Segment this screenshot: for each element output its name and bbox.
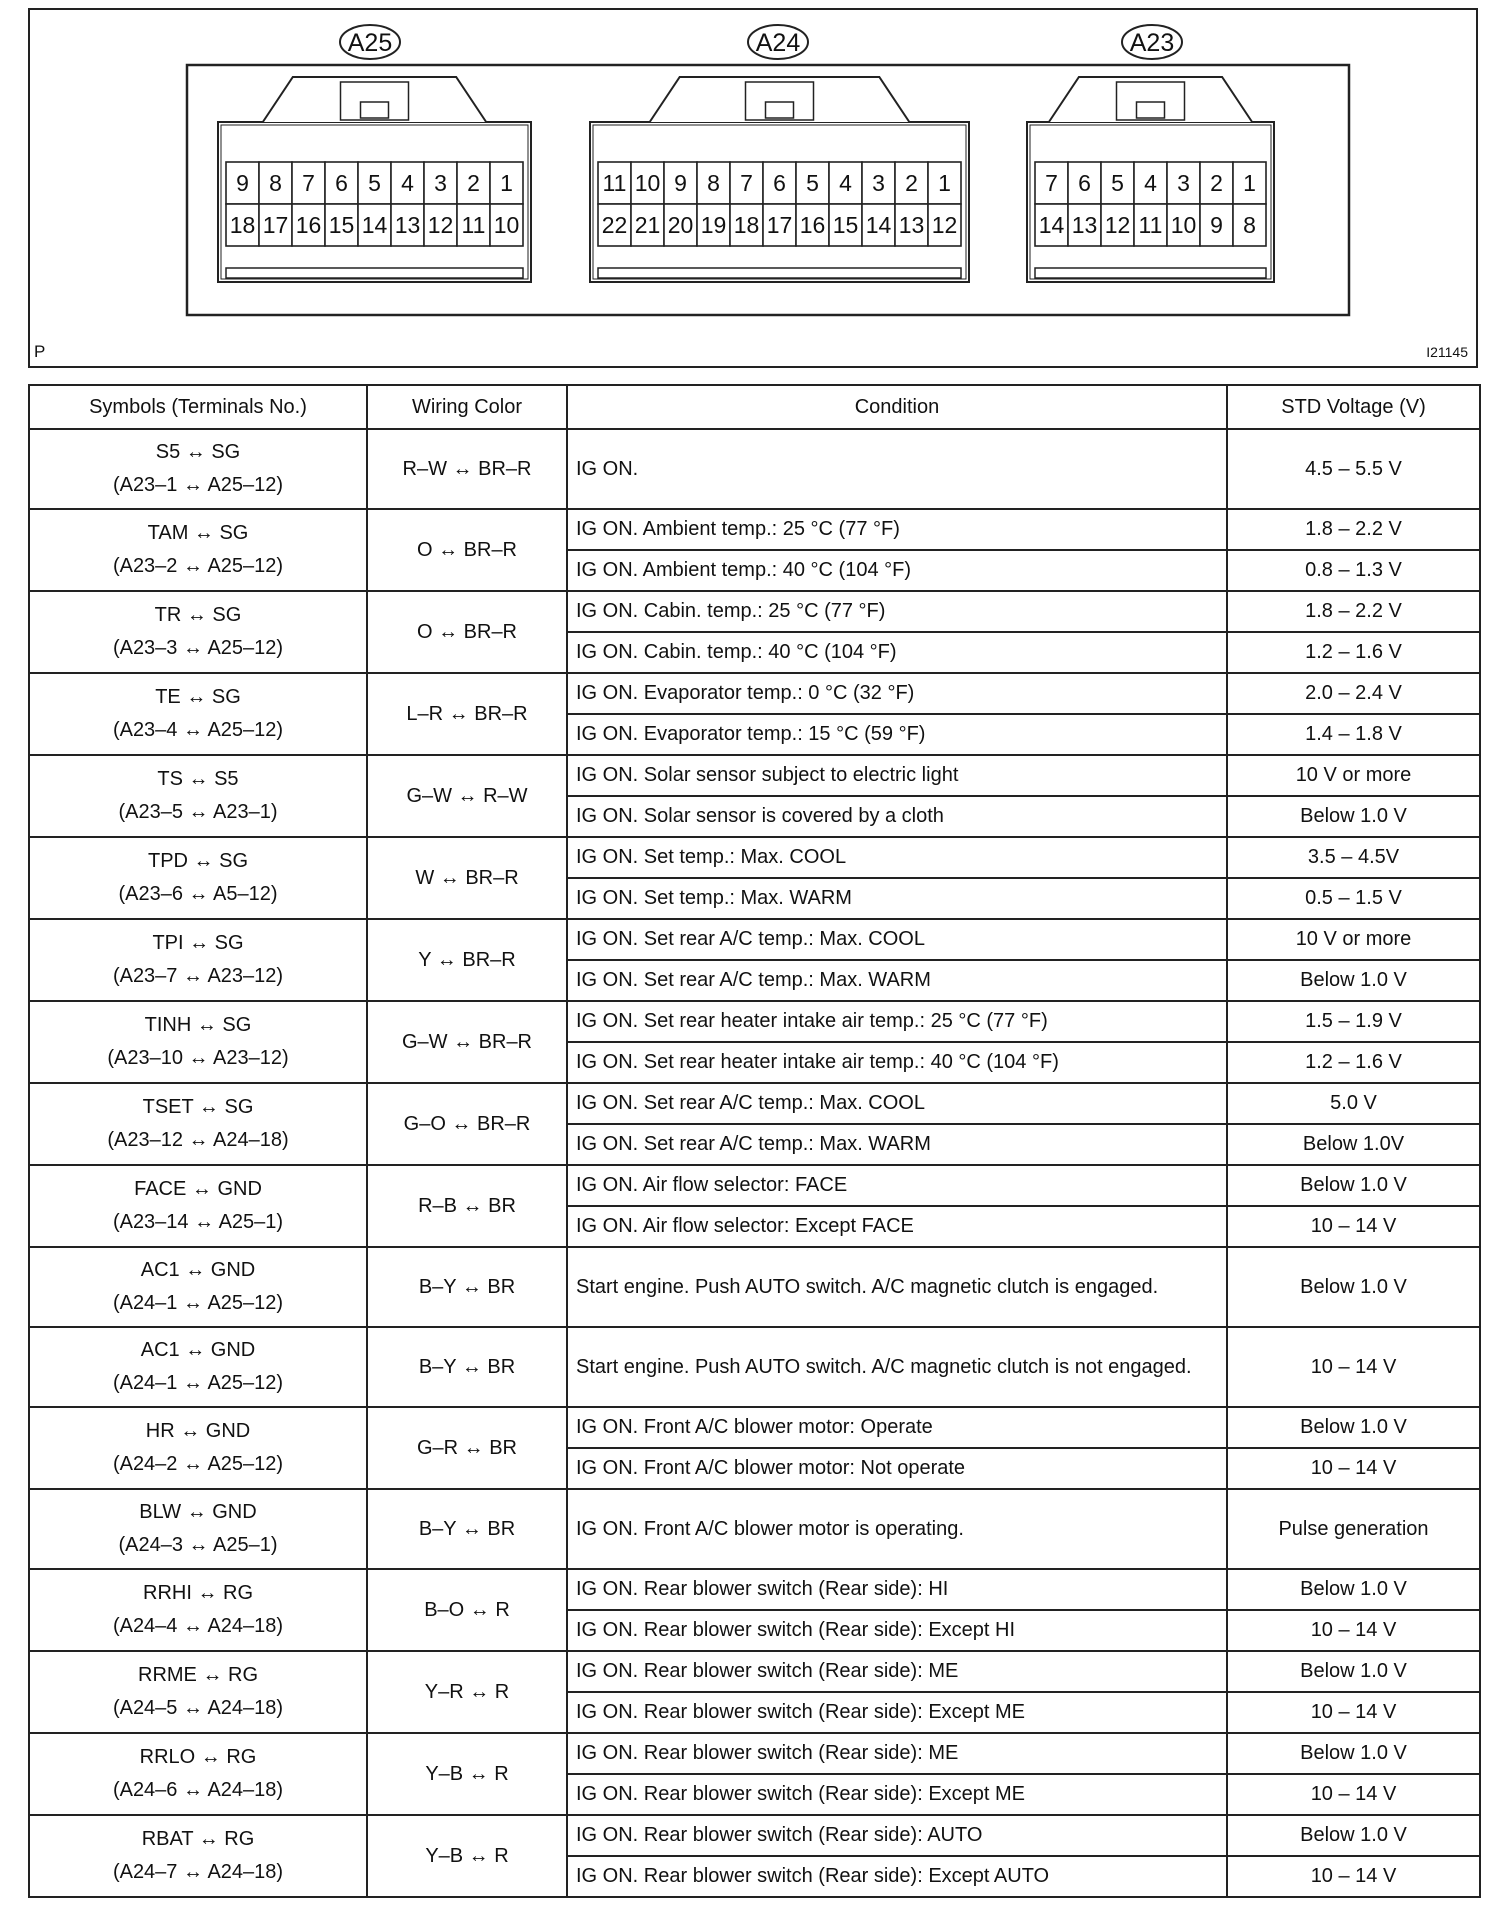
pin-number: 13 (1071, 212, 1098, 238)
connector-label: A25 (347, 29, 393, 57)
pin-number: 21 (634, 212, 661, 238)
pin-number: 7 (740, 170, 753, 196)
terminal-numbers: (A23–14 ↔ A25–1) (112, 1211, 284, 1233)
symbol-cell (29, 755, 367, 837)
wiring-color-cell: Y ↔ BR–R (367, 919, 567, 1001)
pin-number: 7 (302, 170, 315, 196)
std-voltage-cell: 10 – 14 V (1227, 1774, 1480, 1815)
condition-cell: IG ON. Rear blower switch (Rear side): AUTO (567, 1815, 1227, 1856)
symbol-name: S5 ↔ SG (155, 441, 241, 463)
pin-number: 22 (601, 212, 628, 238)
pin-number: 14 (1038, 212, 1065, 238)
pin-number: 4 (1144, 170, 1157, 196)
condition-cell: IG ON. Ambient temp.: 25 °C (77 °F) (567, 509, 1227, 550)
terminal-numbers: (A24–1 ↔ A25–12) (112, 1372, 284, 1394)
std-voltage-cell: 10 – 14 V (1227, 1692, 1480, 1733)
std-voltage-cell: 1.8 – 2.2 V (1227, 509, 1480, 550)
terminal-numbers: (A23–4 ↔ A25–12) (112, 719, 284, 741)
pin-number: 10 (493, 212, 520, 238)
pin-number: 12 (931, 212, 958, 238)
pin-number: 10 (1170, 212, 1197, 238)
std-voltage-cell: Below 1.0 V (1227, 960, 1480, 1001)
symbol-name: RRHI ↔ RG (143, 1582, 253, 1604)
pin-number: 10 (634, 170, 661, 196)
wiring-color-cell: W ↔ BR–R (367, 837, 567, 919)
symbol-cell (29, 1489, 367, 1569)
pin-number: 14 (865, 212, 892, 238)
wiring-color-cell: B–Y ↔ BR (367, 1327, 567, 1407)
terminal-numbers: (A23–1 ↔ A25–12) (112, 474, 284, 496)
connector-label: A23 (1129, 29, 1175, 57)
connector-label: A24 (755, 29, 801, 57)
connector-base-strip (226, 268, 523, 278)
std-voltage-cell: 10 – 14 V (1227, 1610, 1480, 1651)
pin-number: 11 (461, 212, 486, 238)
symbol-name: TS ↔ S5 (157, 768, 239, 790)
std-voltage-cell: 4.5 – 5.5 V (1227, 429, 1480, 509)
symbol-cell (29, 509, 367, 591)
pin-number: 5 (368, 170, 381, 196)
terminal-numbers: (A23–12 ↔ A24–18) (107, 1129, 289, 1151)
wiring-color-cell: G–W ↔ R–W (367, 755, 567, 837)
std-voltage-cell: Below 1.0 V (1227, 1733, 1480, 1774)
std-voltage-cell: Pulse generation (1227, 1489, 1480, 1569)
condition-cell: IG ON. Set rear A/C temp.: Max. COOL (567, 1083, 1227, 1124)
table-row (29, 1327, 1480, 1407)
table-row (29, 509, 1480, 550)
condition-cell: IG ON. Rear blower switch (Rear side): Except ME (567, 1692, 1227, 1733)
symbol-name: RBAT ↔ RG (141, 1828, 255, 1850)
condition-cell: Start engine. Push AUTO switch. A/C magnetic clutch is not engaged. (567, 1327, 1227, 1407)
terminal-numbers: (A24–6 ↔ A24–18) (112, 1779, 284, 1801)
pin-number: 4 (839, 170, 852, 196)
std-voltage-cell: 10 V or more (1227, 919, 1480, 960)
terminal-numbers: (A23–7 ↔ A23–12) (112, 965, 284, 987)
symbol-name: RRME ↔ RG (138, 1664, 258, 1686)
condition-cell: IG ON. Front A/C blower motor: Not operate (567, 1448, 1227, 1489)
std-voltage-cell: 0.8 – 1.3 V (1227, 550, 1480, 591)
pin-number: 6 (335, 170, 348, 196)
connector-latch (1049, 77, 1252, 122)
symbol-name: TPI ↔ SG (152, 932, 244, 954)
terminal-numbers: (A24–1 ↔ A25–12) (112, 1292, 284, 1314)
pin-number: 9 (236, 170, 249, 196)
condition-cell: IG ON. Rear blower switch (Rear side): Except ME (567, 1774, 1227, 1815)
condition-cell: IG ON. Ambient temp.: 40 °C (104 °F) (567, 550, 1227, 591)
terminal-numbers: (A24–4 ↔ A24–18) (112, 1615, 284, 1637)
pin-number: 11 (1138, 212, 1163, 238)
condition-cell: IG ON. Rear blower switch (Rear side): Except HI (567, 1610, 1227, 1651)
std-voltage-cell: 2.0 – 2.4 V (1227, 673, 1480, 714)
wiring-color-cell: B–Y ↔ BR (367, 1489, 567, 1569)
condition-cell: IG ON. Rear blower switch (Rear side): HI (567, 1569, 1227, 1610)
pin-number: 18 (733, 212, 760, 238)
table-row (29, 591, 1480, 632)
connector-latch (650, 77, 910, 122)
wiring-color-cell: R–B ↔ BR (367, 1165, 567, 1247)
terminal-numbers: (A23–2 ↔ A25–12) (112, 555, 284, 577)
diagram-corner-label: P (34, 342, 46, 361)
pin-number: 3 (434, 170, 447, 196)
symbol-name: TR ↔ SG (154, 604, 242, 626)
pin-number: 1 (938, 170, 951, 196)
symbol-cell (29, 1165, 367, 1247)
table-row (29, 1569, 1480, 1610)
condition-cell: IG ON. Set rear heater intake air temp.: 25 °C (77 °F) (567, 1001, 1227, 1042)
std-voltage-cell: Below 1.0 V (1227, 1651, 1480, 1692)
wiring-color-cell: B–Y ↔ BR (367, 1247, 567, 1327)
pin-number: 19 (700, 212, 727, 238)
connector-diagram-svg (30, 10, 1476, 366)
condition-cell: IG ON. Front A/C blower motor is operating. (567, 1489, 1227, 1569)
condition-cell: IG ON. Evaporator temp.: 15 °C (59 °F) (567, 714, 1227, 755)
symbol-cell (29, 673, 367, 755)
std-voltage-cell: Below 1.0 V (1227, 1815, 1480, 1856)
table-row (29, 1407, 1480, 1448)
pin-number: 5 (1111, 170, 1124, 196)
symbol-cell (29, 1327, 367, 1407)
std-voltage-cell: 5.0 V (1227, 1083, 1480, 1124)
pin-number: 9 (674, 170, 687, 196)
terminal-numbers: (A23–3 ↔ A25–12) (112, 637, 284, 659)
std-voltage-cell: 10 V or more (1227, 755, 1480, 796)
table-row (29, 1247, 1480, 1327)
pin-number: 1 (1243, 170, 1256, 196)
symbol-name: FACE ↔ GND (134, 1178, 262, 1200)
wiring-color-cell: L–R ↔ BR–R (367, 673, 567, 755)
pin-number: 13 (898, 212, 925, 238)
std-voltage-cell: Below 1.0V (1227, 1124, 1480, 1165)
std-voltage-cell: 0.5 – 1.5 V (1227, 878, 1480, 919)
symbol-name: HR ↔ GND (145, 1420, 251, 1442)
terminal-numbers: (A24–2 ↔ A25–12) (112, 1453, 284, 1475)
symbol-name: TINH ↔ SG (144, 1014, 252, 1036)
std-voltage-cell: 1.5 – 1.9 V (1227, 1001, 1480, 1042)
symbol-cell (29, 591, 367, 673)
std-voltage-cell: 10 – 14 V (1227, 1856, 1480, 1897)
condition-cell: IG ON. Set rear A/C temp.: Max. WARM (567, 1124, 1227, 1165)
condition-cell: IG ON. Set rear heater intake air temp.: 40 °C (104 °F) (567, 1042, 1227, 1083)
table-row (29, 1733, 1480, 1774)
connector-latch (263, 77, 486, 122)
std-voltage-cell: 1.2 – 1.6 V (1227, 632, 1480, 673)
symbol-cell (29, 1247, 367, 1327)
condition-cell: IG ON. Air flow selector: Except FACE (567, 1206, 1227, 1247)
symbol-cell (29, 919, 367, 1001)
std-voltage-cell: 10 – 14 V (1227, 1327, 1480, 1407)
symbol-name: AC1 ↔ GND (140, 1259, 256, 1281)
condition-cell: IG ON. Rear blower switch (Rear side): ME (567, 1733, 1227, 1774)
symbol-name: RRLO ↔ RG (139, 1746, 257, 1768)
wiring-color-cell: R–W ↔ BR–R (367, 429, 567, 509)
pin-number: 4 (401, 170, 414, 196)
table-row (29, 673, 1480, 714)
wiring-color-cell: B–O ↔ R (367, 1569, 567, 1651)
pin-number: 2 (467, 170, 480, 196)
symbol-cell (29, 1407, 367, 1489)
condition-cell: IG ON. Cabin. temp.: 25 °C (77 °F) (567, 591, 1227, 632)
pin-number: 6 (773, 170, 786, 196)
symbol-name: BLW ↔ GND (139, 1501, 257, 1523)
symbol-cell (29, 1651, 367, 1733)
table-row (29, 919, 1480, 960)
std-voltage-cell: Below 1.0 V (1227, 1165, 1480, 1206)
condition-cell: IG ON. Solar sensor subject to electric light (567, 755, 1227, 796)
terminal-numbers: (A24–3 ↔ A25–1) (118, 1534, 278, 1556)
table-row (29, 429, 1480, 509)
terminal-numbers: (A24–5 ↔ A24–18) (112, 1697, 284, 1719)
header-wiring-color: Wiring Color (367, 385, 567, 429)
table-row (29, 1489, 1480, 1569)
pin-number: 7 (1045, 170, 1058, 196)
wiring-color-cell: Y–B ↔ R (367, 1733, 567, 1815)
pin-number: 15 (328, 212, 355, 238)
condition-cell: IG ON. Set rear A/C temp.: Max. COOL (567, 919, 1227, 960)
condition-cell: IG ON. Front A/C blower motor: Operate (567, 1407, 1227, 1448)
table-row (29, 1815, 1480, 1856)
pin-number: 20 (667, 212, 694, 238)
std-voltage-cell: 1.4 – 1.8 V (1227, 714, 1480, 755)
symbol-name: TPD ↔ SG (147, 850, 248, 872)
wiring-color-cell: O ↔ BR–R (367, 509, 567, 591)
symbol-name: AC1 ↔ GND (140, 1339, 256, 1361)
pin-number: 2 (905, 170, 918, 196)
condition-cell: IG ON. Set temp.: Max. WARM (567, 878, 1227, 919)
pin-number: 12 (427, 212, 454, 238)
pin-number: 14 (361, 212, 388, 238)
std-voltage-cell: Below 1.0 V (1227, 1247, 1480, 1327)
connector-base-strip (598, 268, 961, 278)
pin-number: 8 (1243, 212, 1256, 238)
std-voltage-cell: 1.8 – 2.2 V (1227, 591, 1480, 632)
condition-cell: IG ON. Solar sensor is covered by a cloth (567, 796, 1227, 837)
pin-number: 1 (500, 170, 513, 196)
table-row (29, 837, 1480, 878)
connector-base-strip (1035, 268, 1266, 278)
table-row (29, 1083, 1480, 1124)
std-voltage-cell: 1.2 – 1.6 V (1227, 1042, 1480, 1083)
terminal-numbers: (A24–7 ↔ A24–18) (112, 1861, 284, 1883)
symbol-cell (29, 1001, 367, 1083)
pin-number: 13 (394, 212, 421, 238)
wiring-color-cell: O ↔ BR–R (367, 591, 567, 673)
pin-number: 17 (766, 212, 793, 238)
table-row (29, 1001, 1480, 1042)
header-condition: Condition (567, 385, 1227, 429)
condition-cell: IG ON. Set rear A/C temp.: Max. WARM (567, 960, 1227, 1001)
table-row (29, 1165, 1480, 1206)
pin-number: 2 (1210, 170, 1223, 196)
header-symbols: Symbols (Terminals No.) (29, 385, 367, 429)
wiring-color-cell: G–R ↔ BR (367, 1407, 567, 1489)
pin-number: 16 (799, 212, 826, 238)
std-voltage-cell: 3.5 – 4.5V (1227, 837, 1480, 878)
symbol-cell (29, 1083, 367, 1165)
symbol-cell (29, 1733, 367, 1815)
pin-number: 17 (262, 212, 289, 238)
wiring-color-cell: G–W ↔ BR–R (367, 1001, 567, 1083)
terminal-numbers: (A23–10 ↔ A23–12) (107, 1047, 289, 1069)
condition-cell: IG ON. Set temp.: Max. COOL (567, 837, 1227, 878)
voltage-spec-table (28, 384, 1481, 1898)
pin-number: 18 (229, 212, 256, 238)
terminal-numbers: (A23–6 ↔ A5–12) (118, 883, 278, 905)
symbol-cell (29, 837, 367, 919)
wiring-color-cell: Y–B ↔ R (367, 1815, 567, 1897)
condition-cell: Start engine. Push AUTO switch. A/C magnetic clutch is engaged. (567, 1247, 1227, 1327)
table-row (29, 755, 1480, 796)
symbol-cell (29, 1569, 367, 1651)
std-voltage-cell: Below 1.0 V (1227, 796, 1480, 837)
pin-number: 3 (872, 170, 885, 196)
table-header-row (29, 385, 1480, 429)
figure-id: I21145 (1426, 344, 1468, 360)
condition-cell: IG ON. Cabin. temp.: 40 °C (104 °F) (567, 632, 1227, 673)
wiring-color-cell: Y–R ↔ R (367, 1651, 567, 1733)
pin-number: 16 (295, 212, 322, 238)
terminal-numbers: (A23–5 ↔ A23–1) (118, 801, 278, 823)
symbol-cell (29, 429, 367, 509)
header-std-voltage: STD Voltage (V) (1227, 385, 1480, 429)
pin-number: 5 (806, 170, 819, 196)
pin-number: 15 (832, 212, 859, 238)
symbol-cell (29, 1815, 367, 1897)
table-body (29, 429, 1480, 1897)
wiring-color-cell: G–O ↔ BR–R (367, 1083, 567, 1165)
pin-number: 8 (269, 170, 282, 196)
std-voltage-cell: Below 1.0 V (1227, 1407, 1480, 1448)
table-row (29, 1651, 1480, 1692)
condition-cell: IG ON. Rear blower switch (Rear side): Except AUTO (567, 1856, 1227, 1897)
pin-number: 8 (707, 170, 720, 196)
condition-cell: IG ON. Evaporator temp.: 0 °C (32 °F) (567, 673, 1227, 714)
std-voltage-cell: 10 – 14 V (1227, 1448, 1480, 1489)
symbol-name: TSET ↔ SG (142, 1096, 254, 1118)
connector-diagram (28, 8, 1478, 368)
pin-number: 9 (1210, 212, 1223, 238)
pin-number: 11 (602, 170, 627, 196)
condition-cell: IG ON. Rear blower switch (Rear side): ME (567, 1651, 1227, 1692)
condition-cell: IG ON. Air flow selector: FACE (567, 1165, 1227, 1206)
symbol-name: TAM ↔ SG (147, 522, 249, 544)
pin-number: 12 (1104, 212, 1131, 238)
pin-number: 6 (1078, 170, 1091, 196)
symbol-name: TE ↔ SG (155, 686, 241, 708)
std-voltage-cell: Below 1.0 V (1227, 1569, 1480, 1610)
pin-number: 3 (1177, 170, 1190, 196)
std-voltage-cell: 10 – 14 V (1227, 1206, 1480, 1247)
condition-cell: IG ON. (567, 429, 1227, 509)
